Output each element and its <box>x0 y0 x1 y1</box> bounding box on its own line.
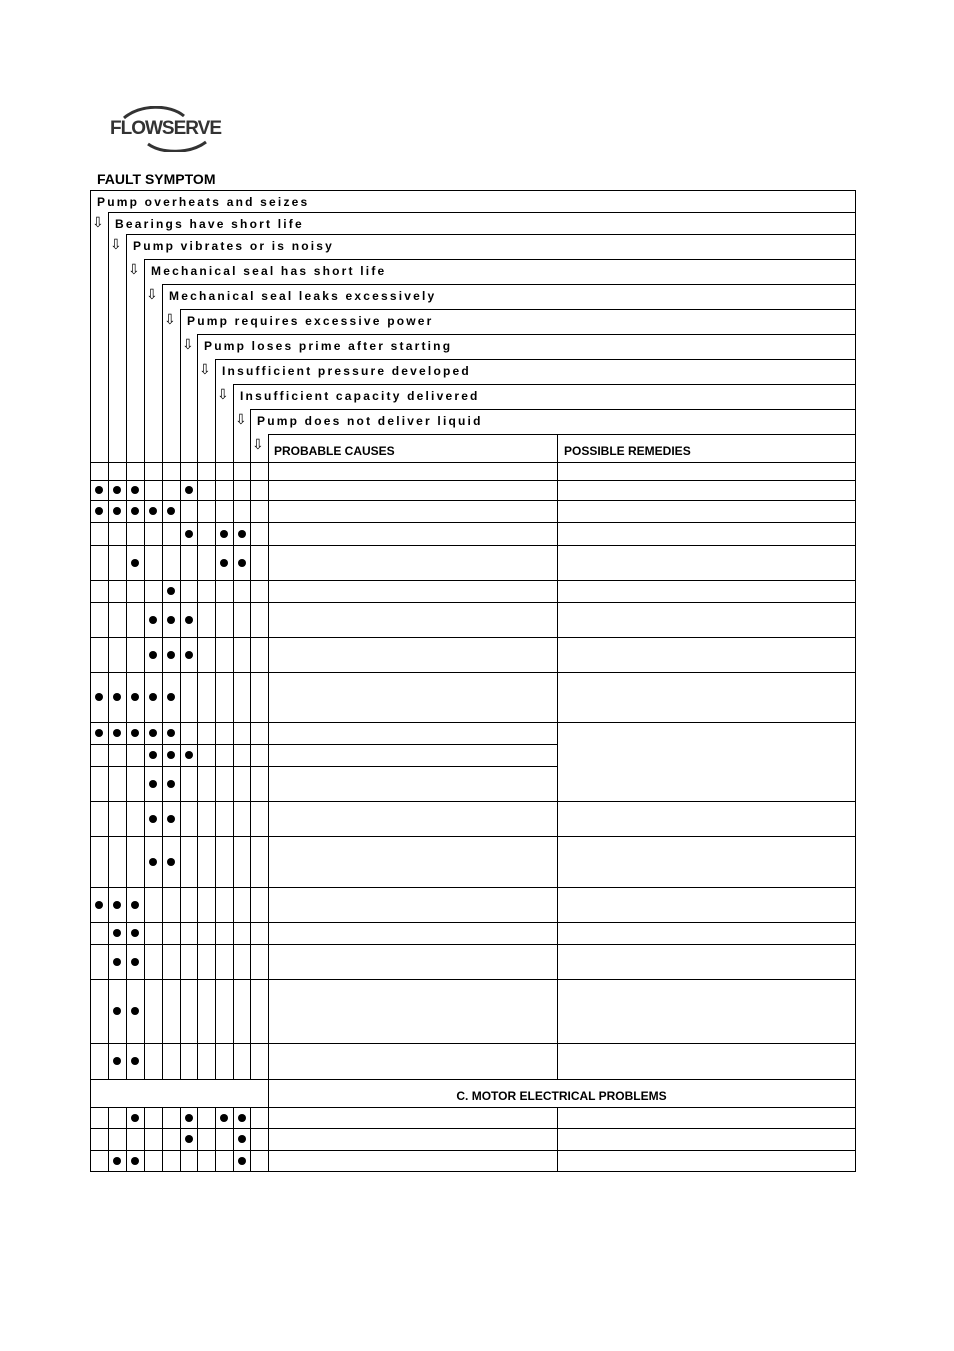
symptom-dot <box>185 1135 193 1143</box>
symptom-dot <box>95 901 103 909</box>
symptom-dot <box>167 858 175 866</box>
remedies-column-line <box>557 462 558 480</box>
section-symptom-cell <box>91 1080 268 1107</box>
symptom-dot <box>131 729 139 737</box>
symptom-dot <box>185 530 193 538</box>
symptom-column-line <box>233 384 234 1171</box>
down-arrow-icon: ⇩ <box>252 437 264 453</box>
remedies-column-line <box>557 887 558 922</box>
symptom-divider <box>197 334 856 335</box>
row-divider <box>90 480 856 481</box>
symptom-dot <box>113 1057 121 1065</box>
symptom-label: Pump overheats and seizes <box>97 195 310 209</box>
symptom-label: Pump loses prime after starting <box>204 339 453 353</box>
symptom-dot <box>95 507 103 515</box>
symptom-dot <box>167 751 175 759</box>
down-arrow-icon: ⇩ <box>146 287 158 303</box>
symptom-dot <box>131 693 139 701</box>
symptom-divider <box>180 309 856 310</box>
logo-text: FLOWSERVE <box>110 118 221 139</box>
remedies-column-line <box>557 1107 558 1128</box>
symptom-divider <box>126 234 856 235</box>
remedies-column-line <box>557 545 558 580</box>
table-border-bottom <box>90 1171 856 1172</box>
symptom-dot <box>220 530 228 538</box>
remedies-column-line <box>557 766 558 801</box>
row-divider <box>90 979 856 980</box>
fault-table <box>90 190 856 1172</box>
symptom-divider <box>108 212 856 213</box>
symptom-dot <box>167 616 175 624</box>
symptom-label: Insufficient pressure developed <box>222 364 471 378</box>
down-arrow-icon: ⇩ <box>128 262 140 278</box>
remedies-column-line <box>557 979 558 1043</box>
symptom-dot <box>220 559 228 567</box>
symptom-dot <box>238 1114 246 1122</box>
remedies-column-line <box>557 602 558 637</box>
symptom-dot <box>95 693 103 701</box>
symptom-dot <box>238 1135 246 1143</box>
symptom-dot <box>95 729 103 737</box>
row-divider <box>90 922 856 923</box>
row-divider <box>90 1128 856 1129</box>
symptom-dot <box>167 693 175 701</box>
row-divider <box>90 801 856 802</box>
section-c-label: C. MOTOR ELECTRICAL PROBLEMS <box>456 1089 667 1103</box>
symptom-dot <box>113 486 121 494</box>
row-divider <box>90 637 856 638</box>
row-divider <box>90 672 856 673</box>
probable-causes-header: PROBABLE CAUSES <box>274 444 395 458</box>
symptom-dot <box>149 507 157 515</box>
symptom-dot <box>113 958 121 966</box>
symptom-dot <box>131 486 139 494</box>
row-divider <box>90 500 856 501</box>
remedies-column-line <box>557 434 558 462</box>
remedies-column-line <box>557 922 558 944</box>
symptom-dot <box>113 929 121 937</box>
remedies-column-line <box>557 801 558 836</box>
remedies-column-line <box>557 480 558 500</box>
possible-remedies-header: POSSIBLE REMEDIES <box>564 444 691 458</box>
symptom-dot <box>185 651 193 659</box>
remedies-column-line <box>557 580 558 602</box>
row-divider <box>90 545 856 546</box>
down-arrow-icon: ⇩ <box>92 215 104 231</box>
symptom-label: Mechanical seal leaks excessively <box>169 289 437 303</box>
symptom-dot <box>167 780 175 788</box>
flowserve-logo <box>110 106 220 152</box>
symptom-dot <box>167 587 175 595</box>
symptom-dot <box>131 1007 139 1015</box>
symptom-dot <box>149 751 157 759</box>
symptom-column-line <box>250 409 251 1171</box>
down-arrow-icon: ⇩ <box>235 412 247 428</box>
remedies-column-line <box>557 722 558 744</box>
remedies-column-line <box>557 944 558 979</box>
page-title: FAULT SYMPTOM <box>97 171 216 187</box>
remedies-column-line <box>557 522 558 545</box>
row-divider <box>90 1043 856 1044</box>
row-divider <box>90 1150 856 1151</box>
symptom-column-line <box>126 234 127 1171</box>
row-divider <box>90 1107 856 1108</box>
symptom-dot <box>131 559 139 567</box>
symptom-dot <box>149 815 157 823</box>
symptom-dot <box>131 1057 139 1065</box>
symptom-label: Bearings have short life <box>115 217 304 231</box>
row-divider <box>90 602 856 603</box>
symptom-dot <box>113 729 121 737</box>
symptom-dot <box>185 616 193 624</box>
symptom-divider <box>215 359 856 360</box>
symptom-dot <box>131 1157 139 1165</box>
remedies-column-line <box>557 1128 558 1150</box>
symptom-dot <box>167 651 175 659</box>
symptom-dot <box>149 616 157 624</box>
symptom-dot <box>149 651 157 659</box>
symptom-column-line <box>108 212 109 1171</box>
symptom-divider <box>268 434 856 435</box>
symptom-label: Pump does not deliver liquid <box>257 414 483 428</box>
symptom-label: Insufficient capacity delivered <box>240 389 480 403</box>
remedies-column-line <box>557 744 558 766</box>
row-divider <box>90 580 856 581</box>
row-divider <box>90 744 557 745</box>
symptom-dot <box>131 958 139 966</box>
remedies-column-line <box>557 836 558 887</box>
symptom-dot <box>238 559 246 567</box>
down-arrow-icon: ⇩ <box>164 312 176 328</box>
symptom-dot <box>149 729 157 737</box>
symptom-dot <box>185 486 193 494</box>
symptom-dot <box>113 1157 121 1165</box>
symptom-column-line <box>144 259 145 1171</box>
row-divider <box>90 522 856 523</box>
symptom-dot <box>131 1114 139 1122</box>
symptom-dot <box>113 507 121 515</box>
row-divider <box>90 766 557 767</box>
symptom-dot <box>167 729 175 737</box>
row-divider <box>90 887 856 888</box>
symptom-label: Pump requires excessive power <box>187 314 434 328</box>
symptom-dot <box>185 751 193 759</box>
symptom-dot <box>131 901 139 909</box>
symptom-label: Mechanical seal has short life <box>151 264 387 278</box>
symptom-dot <box>113 1007 121 1015</box>
row-divider <box>90 944 856 945</box>
down-arrow-icon: ⇩ <box>217 387 229 403</box>
symptom-dot <box>238 1157 246 1165</box>
symptom-divider <box>233 384 856 385</box>
symptom-dot <box>131 929 139 937</box>
symptom-dot <box>149 858 157 866</box>
symptom-dot <box>95 486 103 494</box>
remedies-column-line <box>557 500 558 522</box>
symptom-dot <box>167 507 175 515</box>
header-divider <box>90 462 856 463</box>
remedies-column-line <box>557 1150 558 1171</box>
symptom-dot <box>113 693 121 701</box>
symptom-dot <box>149 693 157 701</box>
symptom-dot <box>149 780 157 788</box>
table-border-top <box>90 190 856 191</box>
down-arrow-icon: ⇩ <box>110 237 122 253</box>
symptom-column-line <box>162 284 163 1171</box>
symptom-divider <box>162 284 856 285</box>
remedies-column-line <box>557 1043 558 1079</box>
remedies-column-line <box>557 672 558 722</box>
symptom-dot <box>185 1114 193 1122</box>
down-arrow-icon: ⇩ <box>182 337 194 353</box>
symptom-label: Pump vibrates or is noisy <box>133 239 335 253</box>
symptom-dot <box>238 530 246 538</box>
symptom-divider <box>250 409 856 410</box>
remedies-column-line <box>557 637 558 672</box>
table-border-left <box>90 190 91 1172</box>
symptom-column-line <box>180 309 181 1171</box>
symptom-dot <box>113 901 121 909</box>
symptom-column-line <box>197 334 198 1171</box>
symptom-dot <box>131 507 139 515</box>
symptom-divider <box>144 259 856 260</box>
table-border-right <box>855 190 856 1172</box>
down-arrow-icon: ⇩ <box>199 362 211 378</box>
row-divider <box>90 836 856 837</box>
symptom-dot <box>220 1114 228 1122</box>
row-divider <box>90 722 856 723</box>
symptom-dot <box>167 815 175 823</box>
